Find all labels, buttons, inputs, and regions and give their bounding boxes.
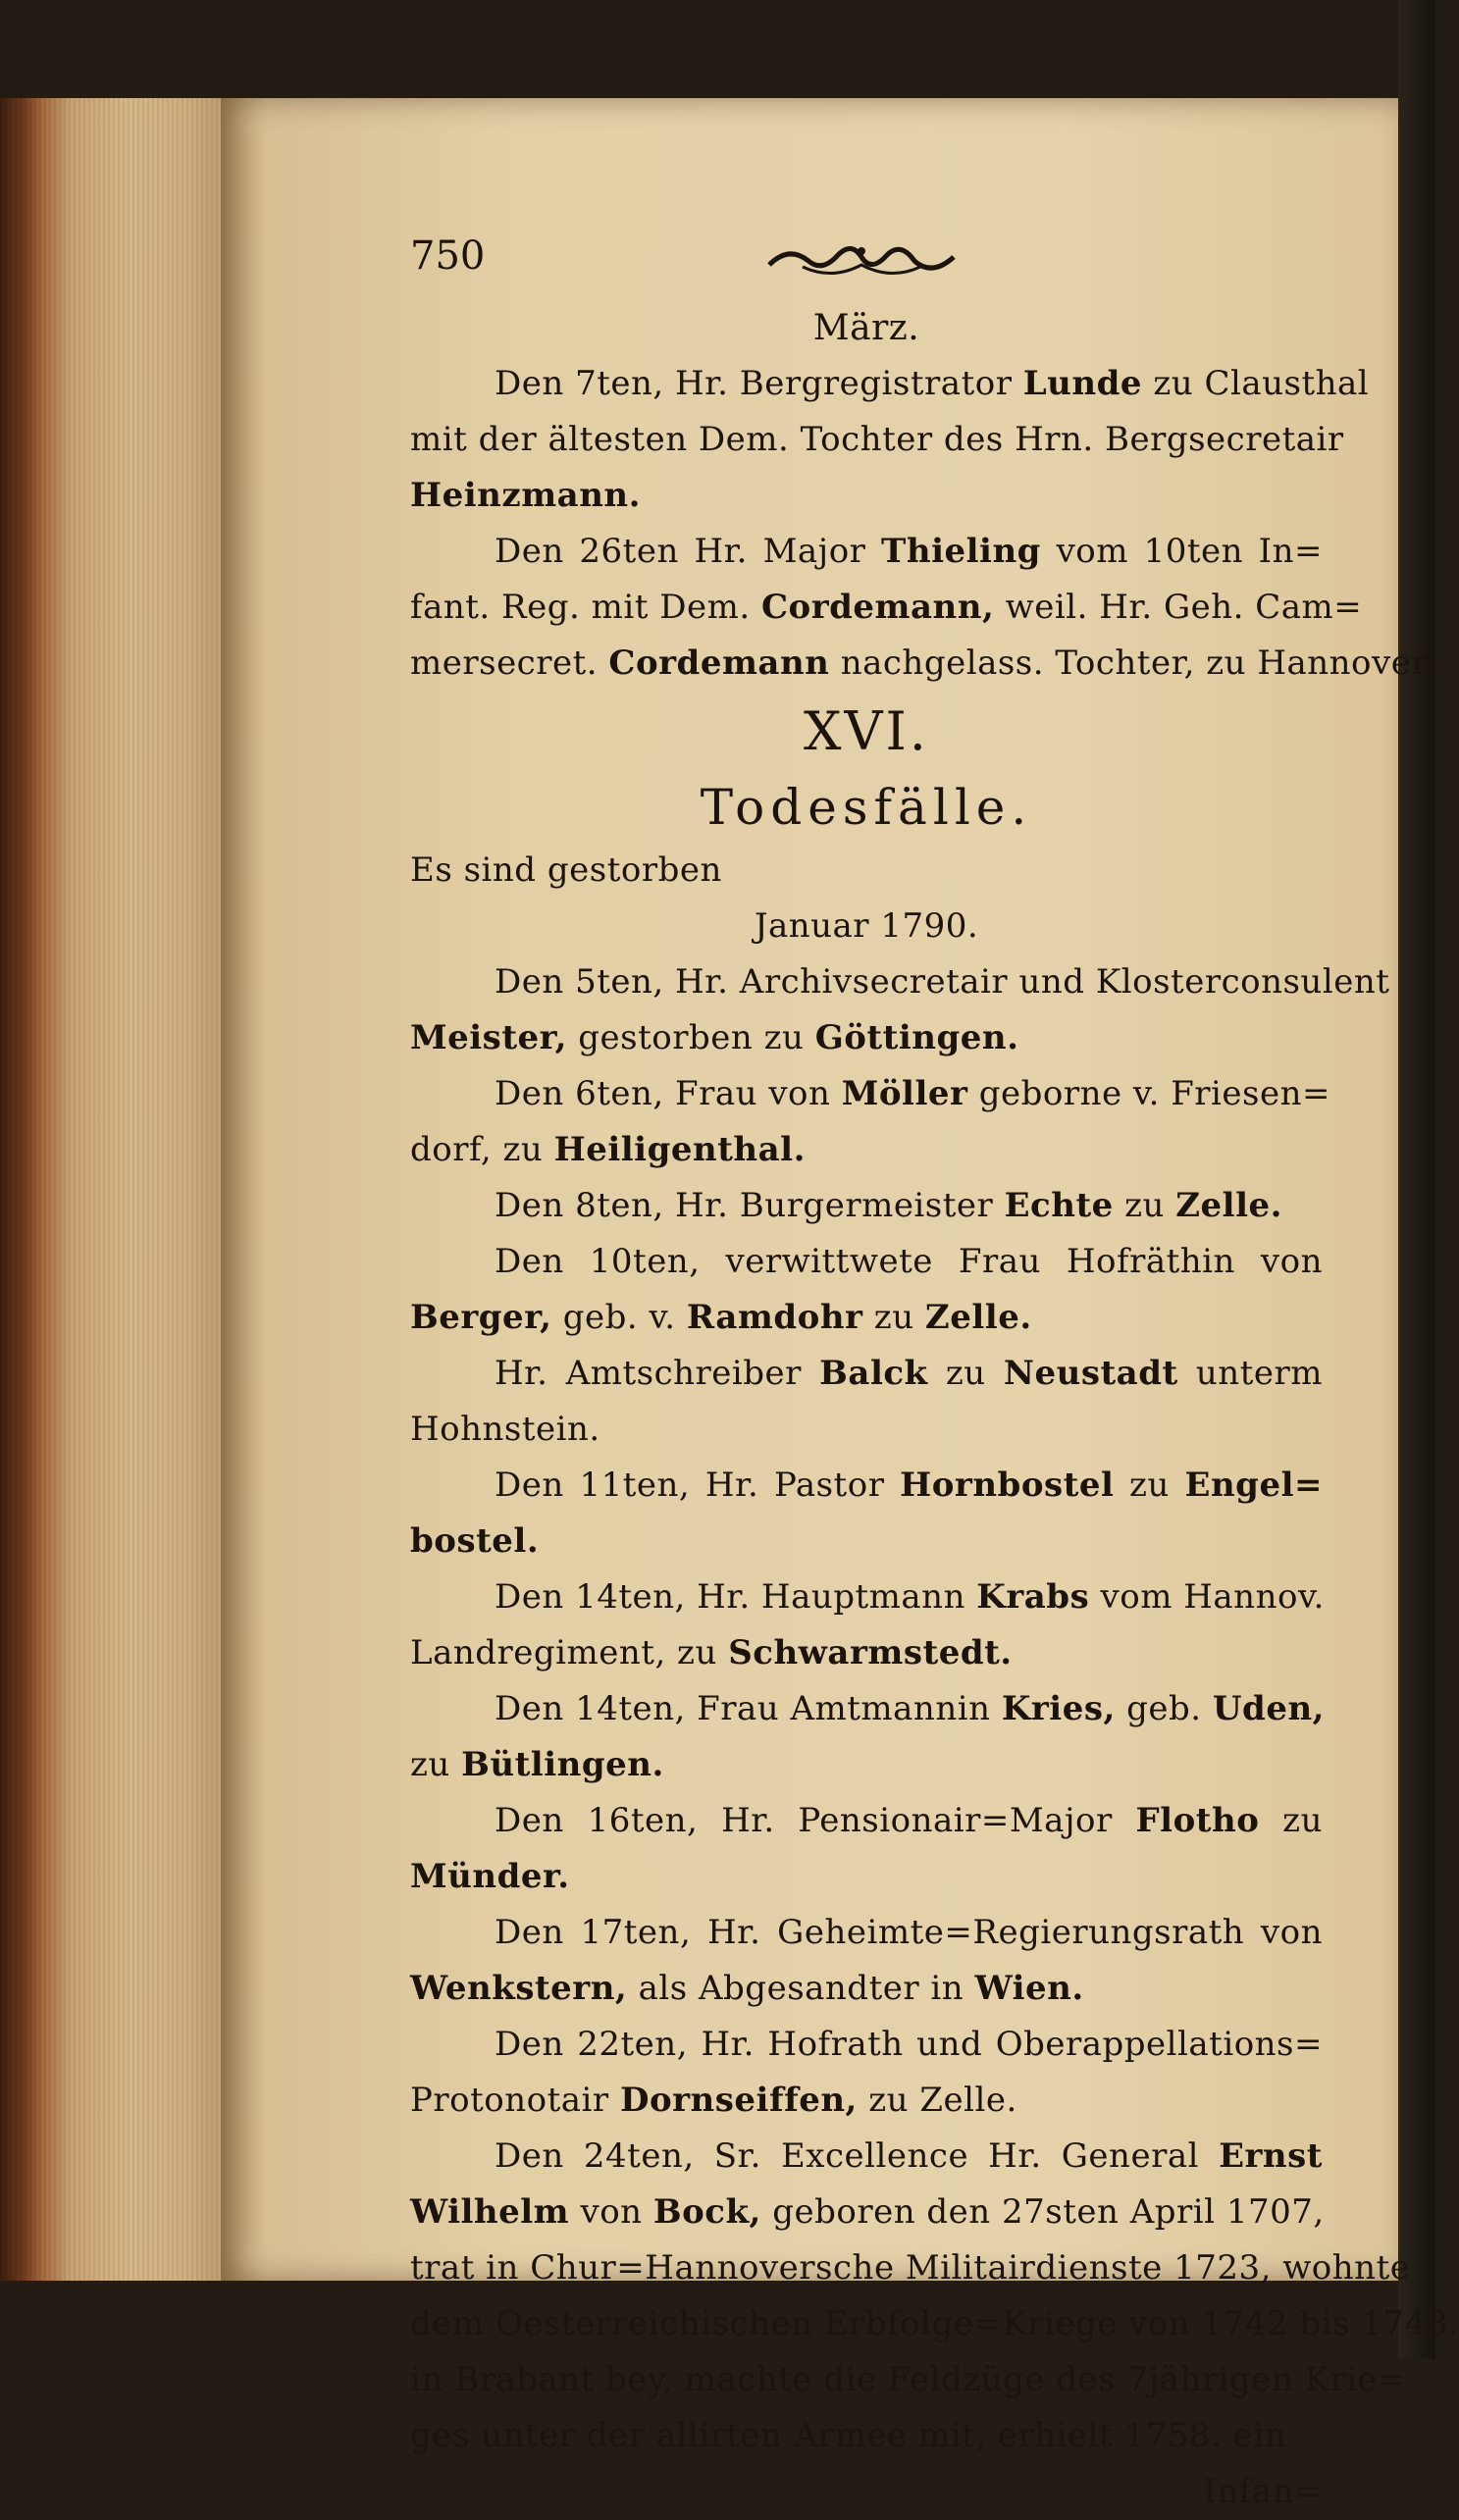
marriage-text: mersecret.: [410, 643, 609, 683]
death-name: Engel=: [1184, 1466, 1323, 1505]
death-name: Neustadt: [1003, 1354, 1178, 1393]
marriage-line: [410, 636, 1435, 692]
death-line: [410, 1178, 1323, 1234]
marriage-text: fant. Reg. mit Dem.: [410, 588, 761, 627]
marriage-name: Lunde: [1022, 364, 1143, 403]
death-name: Meister,: [410, 1018, 567, 1057]
death-line: [410, 1905, 1323, 1961]
death-line: [410, 1849, 1323, 1905]
death-text: zu: [1259, 1801, 1323, 1840]
death-line: [410, 1066, 1331, 1122]
death-line: [410, 2352, 1407, 2408]
marriage-line: [410, 412, 1344, 468]
death-line: [410, 2129, 1323, 2185]
death-text: Hohnstein.: [410, 1410, 600, 1449]
death-line: [410, 2408, 1323, 2464]
death-text: geboren den 27sten April 1707,: [760, 2192, 1325, 2232]
page-header: [410, 224, 1323, 300]
death-name: Berger,: [410, 1298, 552, 1337]
death-name: bostel.: [410, 1521, 540, 1561]
death-name: Echte: [1004, 1186, 1114, 1225]
death-line: [410, 1234, 1323, 1290]
ornament-icon: [763, 237, 960, 284]
death-line: [410, 2073, 1323, 2129]
death-name: Göttingen.: [814, 1018, 1019, 1057]
death-line: [410, 2296, 1459, 2352]
death-line: [410, 1625, 1323, 1681]
death-text: dorf, zu: [410, 1130, 554, 1169]
death-text: zu: [410, 1745, 462, 1784]
death-text: als Abgesandter in: [627, 1969, 975, 2008]
death-text: Den 14ten, Frau Amtmannin: [495, 1689, 1002, 1728]
death-text: zu: [862, 1298, 925, 1337]
death-line: [410, 1681, 1326, 1737]
death-text: gestorben zu: [566, 1018, 815, 1057]
death-name: Heiligenthal.: [553, 1130, 806, 1169]
death-text: Den 6ten, Frau von: [495, 1074, 842, 1113]
death-text: Den 10ten, verwittwete Frau Hofräthin von: [495, 1242, 1323, 1281]
death-line: [410, 1402, 1323, 1458]
death-line: [410, 954, 1390, 1010]
death-line: [410, 2185, 1323, 2240]
death-text: trat in Chur=Hannoversche Militairdienste 1723, wohnte: [410, 2248, 1411, 2288]
death-name: Wenkstern,: [410, 1969, 628, 2008]
death-text: Protonotair: [410, 2081, 620, 2120]
death-name: Flotho: [1135, 1801, 1260, 1840]
marriage-line: [410, 356, 1370, 412]
death-name: Wilhelm: [410, 2192, 570, 2232]
death-text: geb. v.: [551, 1298, 687, 1337]
section-title: Todesfälle.: [700, 779, 1033, 836]
month-heading: März.: [812, 308, 920, 348]
marriage-line: [410, 524, 1323, 580]
death-name: Bock,: [652, 2192, 761, 2232]
intro-text: Es sind gestorben: [410, 850, 722, 890]
death-line: [410, 1346, 1323, 1402]
death-text: in Brabant bey, machte die Feldzüge des 7jährigen Krie=: [410, 2360, 1407, 2399]
marriage-name: Heinzmann.: [410, 476, 641, 515]
death-text: Den 14ten, Hr. Hauptmann: [495, 1577, 977, 1617]
death-text: Den 24ten, Sr. Excellence Hr. General: [495, 2136, 1220, 2176]
death-text: Den 8ten, Hr. Burgermeister: [495, 1186, 1005, 1225]
death-text: Den 17ten, Hr. Geheimte=Regierungsrath von: [495, 1913, 1323, 1952]
book-page-edges: [0, 98, 235, 2281]
death-line: [410, 1793, 1323, 1849]
death-line: [410, 1961, 1323, 2017]
death-text: Den 16ten, Hr. Pensionair=Major: [495, 1801, 1136, 1840]
death-text: unterm: [1177, 1354, 1323, 1393]
death-line: [410, 2017, 1323, 2073]
death-name: Dornseiffen,: [619, 2081, 858, 2120]
death-name: Balck: [819, 1354, 928, 1393]
death-line: [410, 1569, 1323, 1625]
death-name: Wien.: [974, 1969, 1084, 2008]
death-name: Uden,: [1212, 1689, 1326, 1728]
marriage-text: Den 7ten, Hr. Bergregistrator: [495, 364, 1023, 403]
death-name: Zelle.: [1175, 1186, 1282, 1225]
death-name: Möller: [841, 1074, 968, 1113]
death-name: Zelle.: [924, 1298, 1032, 1337]
death-name: Schwarmstedt.: [728, 1633, 1013, 1672]
death-name: Ernst: [1219, 2136, 1323, 2176]
death-text: geb.: [1115, 1689, 1213, 1728]
section-number: XVI.: [804, 700, 929, 762]
death-name: Krabs: [976, 1577, 1090, 1617]
marriage-entries: [410, 356, 1435, 692]
marriage-name: Cordemann: [608, 643, 830, 683]
death-text: Den 5ten, Hr. Archivsecretair und Klosterconsulent: [495, 962, 1390, 1002]
death-line: [410, 1010, 1323, 1066]
death-text: Den 11ten, Hr. Pastor: [495, 1466, 901, 1505]
page-text: [410, 224, 1459, 2520]
death-line: [410, 1122, 1323, 1178]
marriage-text: nachgelass. Tochter, zu Hannover.: [829, 643, 1435, 683]
marriage-text: Den 26ten Hr. Major: [495, 532, 882, 571]
death-name: Münder.: [410, 1857, 570, 1896]
death-text: zu: [927, 1354, 1004, 1393]
background-dark-edge: [1398, 0, 1435, 2359]
catchword: Infan=: [1203, 2472, 1323, 2511]
death-line: [410, 1737, 1323, 1793]
death-name: Kries,: [1001, 1689, 1116, 1728]
marriage-text: weil. Hr. Geh. Cam=: [994, 588, 1363, 627]
death-text: Landregiment, zu: [410, 1633, 729, 1672]
marriage-line: [410, 580, 1363, 636]
death-month-heading: Januar 1790.: [754, 906, 979, 946]
death-text: zu: [1114, 1466, 1185, 1505]
death-text: geborne v. Friesen=: [967, 1074, 1331, 1113]
death-name: Ramdohr: [686, 1298, 863, 1337]
death-text: Hr. Amtschreiber: [495, 1354, 820, 1393]
marriage-name: Cordemann,: [760, 588, 995, 627]
death-line: [410, 1458, 1323, 1514]
page-number: 750: [410, 233, 486, 279]
death-line: [410, 1514, 1323, 1569]
death-name: Bütlingen.: [461, 1745, 664, 1784]
death-line: [410, 1290, 1323, 1346]
marriage-line: [410, 468, 1323, 524]
death-name: Hornbostel: [900, 1466, 1115, 1505]
death-text: dem Oesterreichischen Erbfolge=Kriege von 1742 bis 1748.: [410, 2304, 1459, 2343]
death-entries: [410, 954, 1459, 2464]
death-text: vom Hannov.: [1089, 1577, 1325, 1617]
death-line: [410, 2240, 1411, 2296]
marriage-text: mit der ältesten Dem. Tochter des Hrn. Bergsecretair: [410, 420, 1344, 459]
marriage-text: vom 10ten In=: [1040, 532, 1323, 571]
death-text: von: [569, 2192, 653, 2232]
death-text: ges unter der allirten Armee mit, erhielt 1758. ein: [410, 2416, 1286, 2455]
death-text: Den 22ten, Hr. Hofrath und Oberappellations=: [495, 2025, 1323, 2064]
marriage-text: zu Clausthal: [1142, 364, 1370, 403]
marriage-name: Thieling: [881, 532, 1041, 571]
death-text: zu Zelle.: [857, 2081, 1017, 2120]
death-text: zu: [1113, 1186, 1176, 1225]
